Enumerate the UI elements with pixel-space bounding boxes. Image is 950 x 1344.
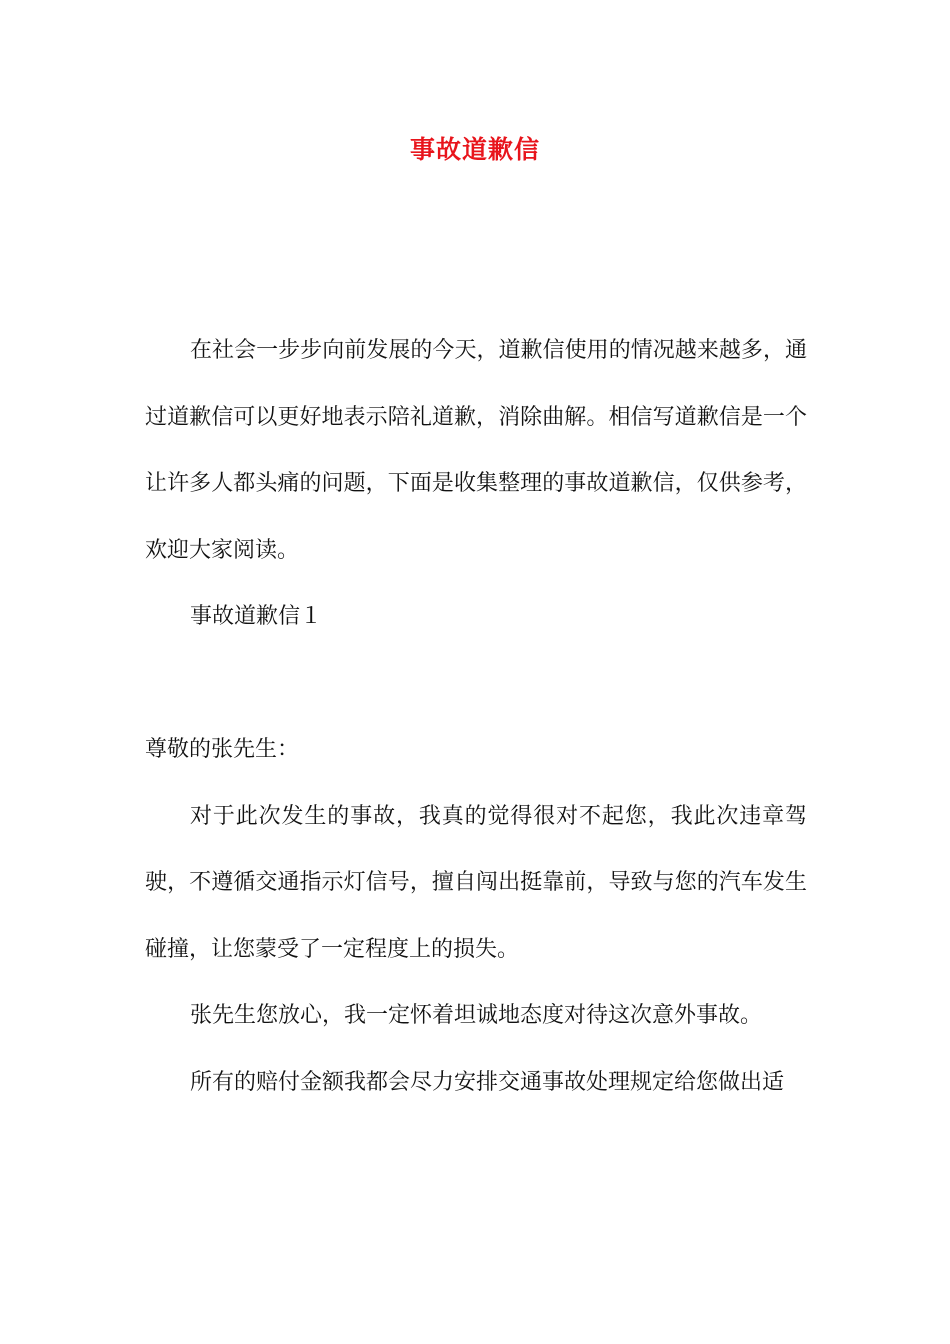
document-title: 事故道歉信 bbox=[409, 135, 540, 164]
body-paragraph-3: 所有的赔付金额我都会尽力安排交通事故处理规定给您做出适 bbox=[190, 1069, 785, 1095]
letter-heading: 事故道歉信１ bbox=[190, 604, 323, 629]
document-body bbox=[145, 318, 807, 1116]
body-paragraph-2: 张先生您放心，我一定怀着坦诚地态度对待这次意外事故。 bbox=[190, 1003, 763, 1028]
blank-line bbox=[145, 651, 807, 718]
salutation: 尊敬的张先生： bbox=[145, 737, 300, 762]
intro-paragraph: 在社会一步步向前发展的今天，道歉信使用的情况越来越多，通过道歉信可以更好地表示陪礼道歉，消除曲解。相信写道歉信是一个让许多人都头痛的问题，下面是收集整理的事故道歉信，仅供参考，欢迎大家阅读。 bbox=[145, 338, 807, 563]
body-paragraph-1: 对于此次发生的事故，我真的觉得很对不起您，我此次违章驾驶，不遵循交通指示灯信号，擅自闯出挺靠前，导致与您的汽车发生碰撞，让您蒙受了一定程度上的损失。 bbox=[145, 803, 807, 962]
